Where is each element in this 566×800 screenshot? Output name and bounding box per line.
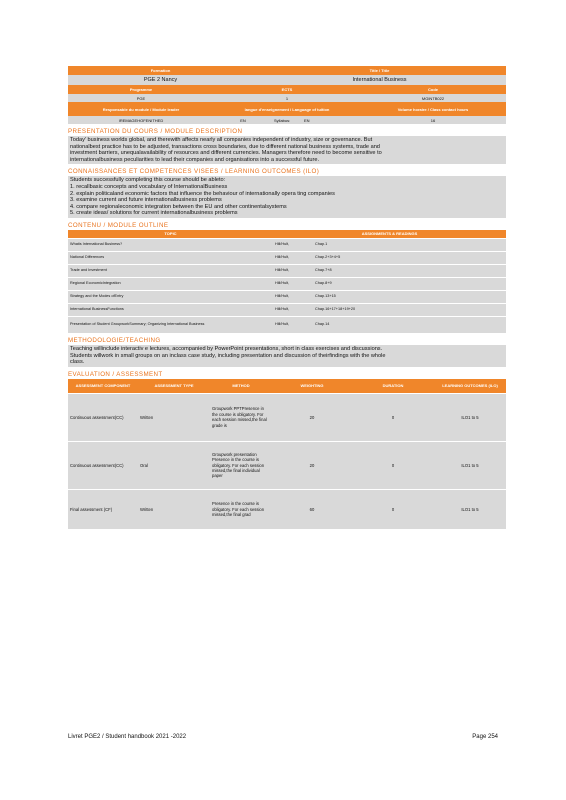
competences-text: [68, 176, 506, 218]
leader-value: IREMAGEHOFENITHED: [118, 117, 164, 123]
source-cell: Hill/Hult,: [273, 277, 313, 290]
programme-label: Programme: [129, 87, 153, 92]
chapter-cell: Chap.2+3+4+5: [313, 251, 506, 264]
presentation-text: [68, 136, 506, 164]
table-row: [68, 489, 506, 529]
formation-label: Formation: [150, 68, 171, 73]
outline-heading: CONTENU / MODULE OUTLINE: [68, 221, 169, 229]
outline-header-row: [68, 230, 506, 239]
chapter-cell: Chap.13+15: [313, 290, 506, 303]
table-row: [68, 316, 506, 333]
teaching-text: [68, 345, 506, 367]
method-column-header: METHOD: [210, 379, 272, 394]
table-row: [68, 251, 506, 264]
topic-cell: Regional EconomicIntegration: [68, 277, 273, 290]
weighting-cell: 60: [272, 489, 352, 529]
component-cell: Final assessment (CF): [68, 489, 138, 529]
topic-cell: International BusinessFunctions: [68, 303, 273, 316]
code-value: MGINTB022: [421, 95, 445, 101]
outcomes-cell: ILO1 to 5: [434, 489, 506, 529]
evaluation-table: [68, 379, 506, 530]
source-cell: Hill/Hult,: [273, 316, 313, 333]
presentation-line: investment barriers, unequalavailability of resources and different currencies. Managers therefore need to become sensitive to: [70, 150, 382, 157]
outcomes-cell: ILO1 to 5: [434, 393, 506, 441]
type-cell: Written: [138, 489, 210, 529]
weighting-column-header: WEIGHTING: [272, 379, 352, 394]
duration-cell: 0: [352, 441, 434, 489]
outcomes-column-header: LEARNING OUTCOMES (ILO): [434, 379, 506, 394]
component-cell: Continuous assessment(CC): [68, 441, 138, 489]
type-cell: Written: [138, 393, 210, 441]
type-cell: Oral: [138, 441, 210, 489]
chapter-cell: Chap.1: [313, 238, 506, 251]
chapter-cell: Chap.16+17+18+19+20: [313, 303, 506, 316]
page-footer: [68, 734, 498, 740]
weighting-cell: 20: [272, 441, 352, 489]
table-row: [68, 303, 506, 316]
topic-cell: Strategy and the Modes ofEntry: [68, 290, 273, 303]
table-row: [68, 264, 506, 277]
chapter-cell: Chap.7+8: [313, 264, 506, 277]
teaching-heading: METHODOLOGIE/TEACHING: [68, 336, 161, 344]
hours-value: 16: [430, 117, 436, 123]
component-column-header: ASSESSMENT COMPONENT: [68, 379, 138, 394]
duration-cell: 0: [352, 489, 434, 529]
readings-column-header: ASSIGNMENTS & READINGS: [273, 230, 506, 239]
competences-line: 5. create ideas/ solutions for current internationalbusiness problems: [70, 210, 238, 217]
topic-cell: National Differences: [68, 251, 273, 264]
competences-line: Students successfully completing this course should be ableto:: [70, 177, 226, 184]
header-row-4: [68, 94, 506, 102]
header-row-6: [68, 116, 506, 124]
table-row: [68, 441, 506, 489]
programme-value: PGE: [136, 95, 146, 101]
teaching-line: Students willwork in small groups on an inclass case study, including presentation and discussion of theirfindings with the whole: [70, 352, 386, 359]
teaching-line: class.: [70, 359, 85, 366]
evaluation-header-row: [68, 379, 506, 394]
topic-cell: Trade and Investment: [68, 264, 273, 277]
method-cell: Presence in the course is obligatory. For each session missed,the final grad: [210, 489, 272, 529]
page-number: Page 254: [472, 734, 498, 740]
syllabus-label: Syllabus:: [274, 117, 291, 123]
presentation-heading: PRESENTATION DU COURS / MODULE DESCRIPTION: [68, 128, 243, 135]
header-row-2: [68, 75, 506, 85]
competences-line: 3. examine current and future internationalbusiness problems: [70, 197, 222, 204]
footer-title: Livret PGE2 / Student handbook 2021 -2022: [68, 734, 187, 740]
chapter-cell: Chap.8+9: [313, 277, 506, 290]
source-cell: Hill/Hult,: [273, 290, 313, 303]
presentation-line: nationalbest practice has to be adjusted, transactions cross boundaries, due to different national business systems, trade and: [70, 143, 380, 150]
outcomes-cell: ILO1 to 5: [434, 441, 506, 489]
table-row: [68, 393, 506, 441]
chapter-cell: Chap.14: [313, 316, 506, 333]
syllabus-value: EN: [304, 117, 310, 123]
responsable-label: Responsable du module / Module leader: [102, 106, 180, 112]
ects-value: 1: [285, 95, 289, 101]
competences-line: 1. recallbasic concepts and vocabulary of InternationalBusiness: [70, 183, 228, 190]
topic-cell: Whatis International Business?: [68, 238, 273, 251]
title-value: International Business: [352, 77, 407, 83]
source-cell: Hill/Hult,: [273, 303, 313, 316]
method-cell: Groupwork PPTPresence in the course is obligatory. For each session missed,the final grade is: [210, 393, 272, 441]
competences-line: 2. explain politicaland economic factors that influence the behaviour of internationally opera ting companies: [70, 190, 335, 197]
language-value: EN: [240, 117, 246, 123]
source-cell: Hill/Hult,: [273, 264, 313, 277]
competences-heading: CONNAISSANCES ET COMPETENCES VISEES / LEARNING OUTCOMES (ILO): [68, 168, 320, 176]
evaluation-heading: EVALUATION / ASSESSMENT: [68, 370, 163, 378]
title-label: Title / Title: [369, 68, 390, 73]
competences-line: 4. compare regionaleconomic integration between the EU and other continentalsystems: [70, 203, 287, 210]
presentation-line: internationalbusiness peculiarities to lead their companies and organisations into a successful future.: [70, 156, 320, 163]
topic-column-header: TOPIC: [68, 230, 273, 239]
method-cell: Groupwork presentation Presence in the course is obligatory. For each session missed,the final individual paper: [210, 441, 272, 489]
header-row-1: [68, 66, 506, 75]
duration-column-header: DURATION: [352, 379, 434, 394]
code-label: Code: [428, 87, 438, 92]
table-row: [68, 290, 506, 303]
table-row: [68, 238, 506, 251]
course-sheet: [68, 66, 506, 529]
header-row-5: [68, 102, 506, 116]
duration-cell: 0: [352, 393, 434, 441]
langue-label: langue d'enseignement / Language of tuition: [244, 106, 330, 112]
formation-value: PGE 2 Nancy: [143, 77, 178, 83]
volume-label: Volume horaire / Class contact hours: [397, 106, 469, 112]
header-row-3: [68, 85, 506, 94]
ects-label: ECTS: [281, 87, 293, 92]
topic-cell: Presentation of Student GroupworkSummary; Organizing International Business: [68, 316, 273, 333]
outline-table: [68, 230, 506, 333]
presentation-line: Today' business worlds global, and therewith affects nearly all companies independent of industry, size or governance. But: [70, 137, 373, 143]
source-cell: Hill/Hult,: [273, 238, 313, 251]
table-row: [68, 277, 506, 290]
component-cell: Continuous assessment(CC): [68, 393, 138, 441]
teaching-line: Teaching willinclude interactiv e lectures, accompanied by PowerPoint presentations, short in class exercises and discussions.: [70, 345, 383, 352]
source-cell: Hill/Hult,: [273, 251, 313, 264]
weighting-cell: 20: [272, 393, 352, 441]
type-column-header: ASSESSMENT TYPE: [138, 379, 210, 394]
